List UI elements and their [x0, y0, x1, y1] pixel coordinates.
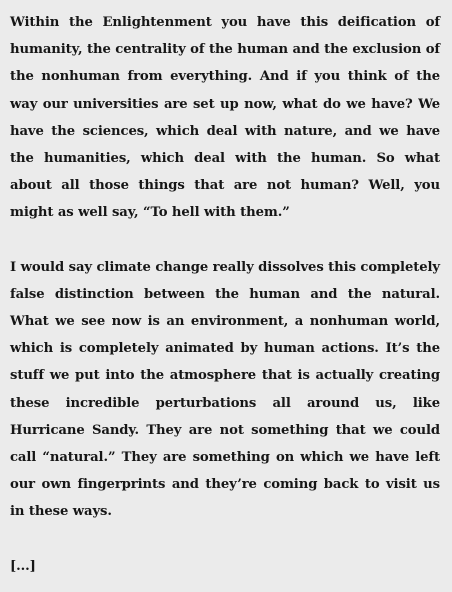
paragraph-spacer — [10, 227, 440, 254]
paragraph-enlightenment: Within the Enlightenment you have this deification of humanity, the centrality of the human and the exclusion of the nonhuman from everything. And if you think of the way our universities are set up now, what do we have? We have the sciences, which deal with nature, and we have the humanities, which deal with the human. So what about all those things that are not human? Well, you might as well say, “To hell with them.” — [10, 15, 440, 221]
paragraph-climate-change: I would say climate change really dissolves this completely false distinction between the human and the natural. What we see now is an environment, a nonhuman world, which is completely animated by human actions. It’s the stuff we put into the atmosphere that is actually creating these incredible perturbations all around us, like Hurricane Sandy. They are not something that we could call “natural.” They are something on which we have left our own fingerprints and they’re coming back to visit us in these ways. — [10, 259, 440, 520]
paragraph-spacer — [10, 526, 440, 553]
omission-marker: [...] — [10, 558, 36, 574]
